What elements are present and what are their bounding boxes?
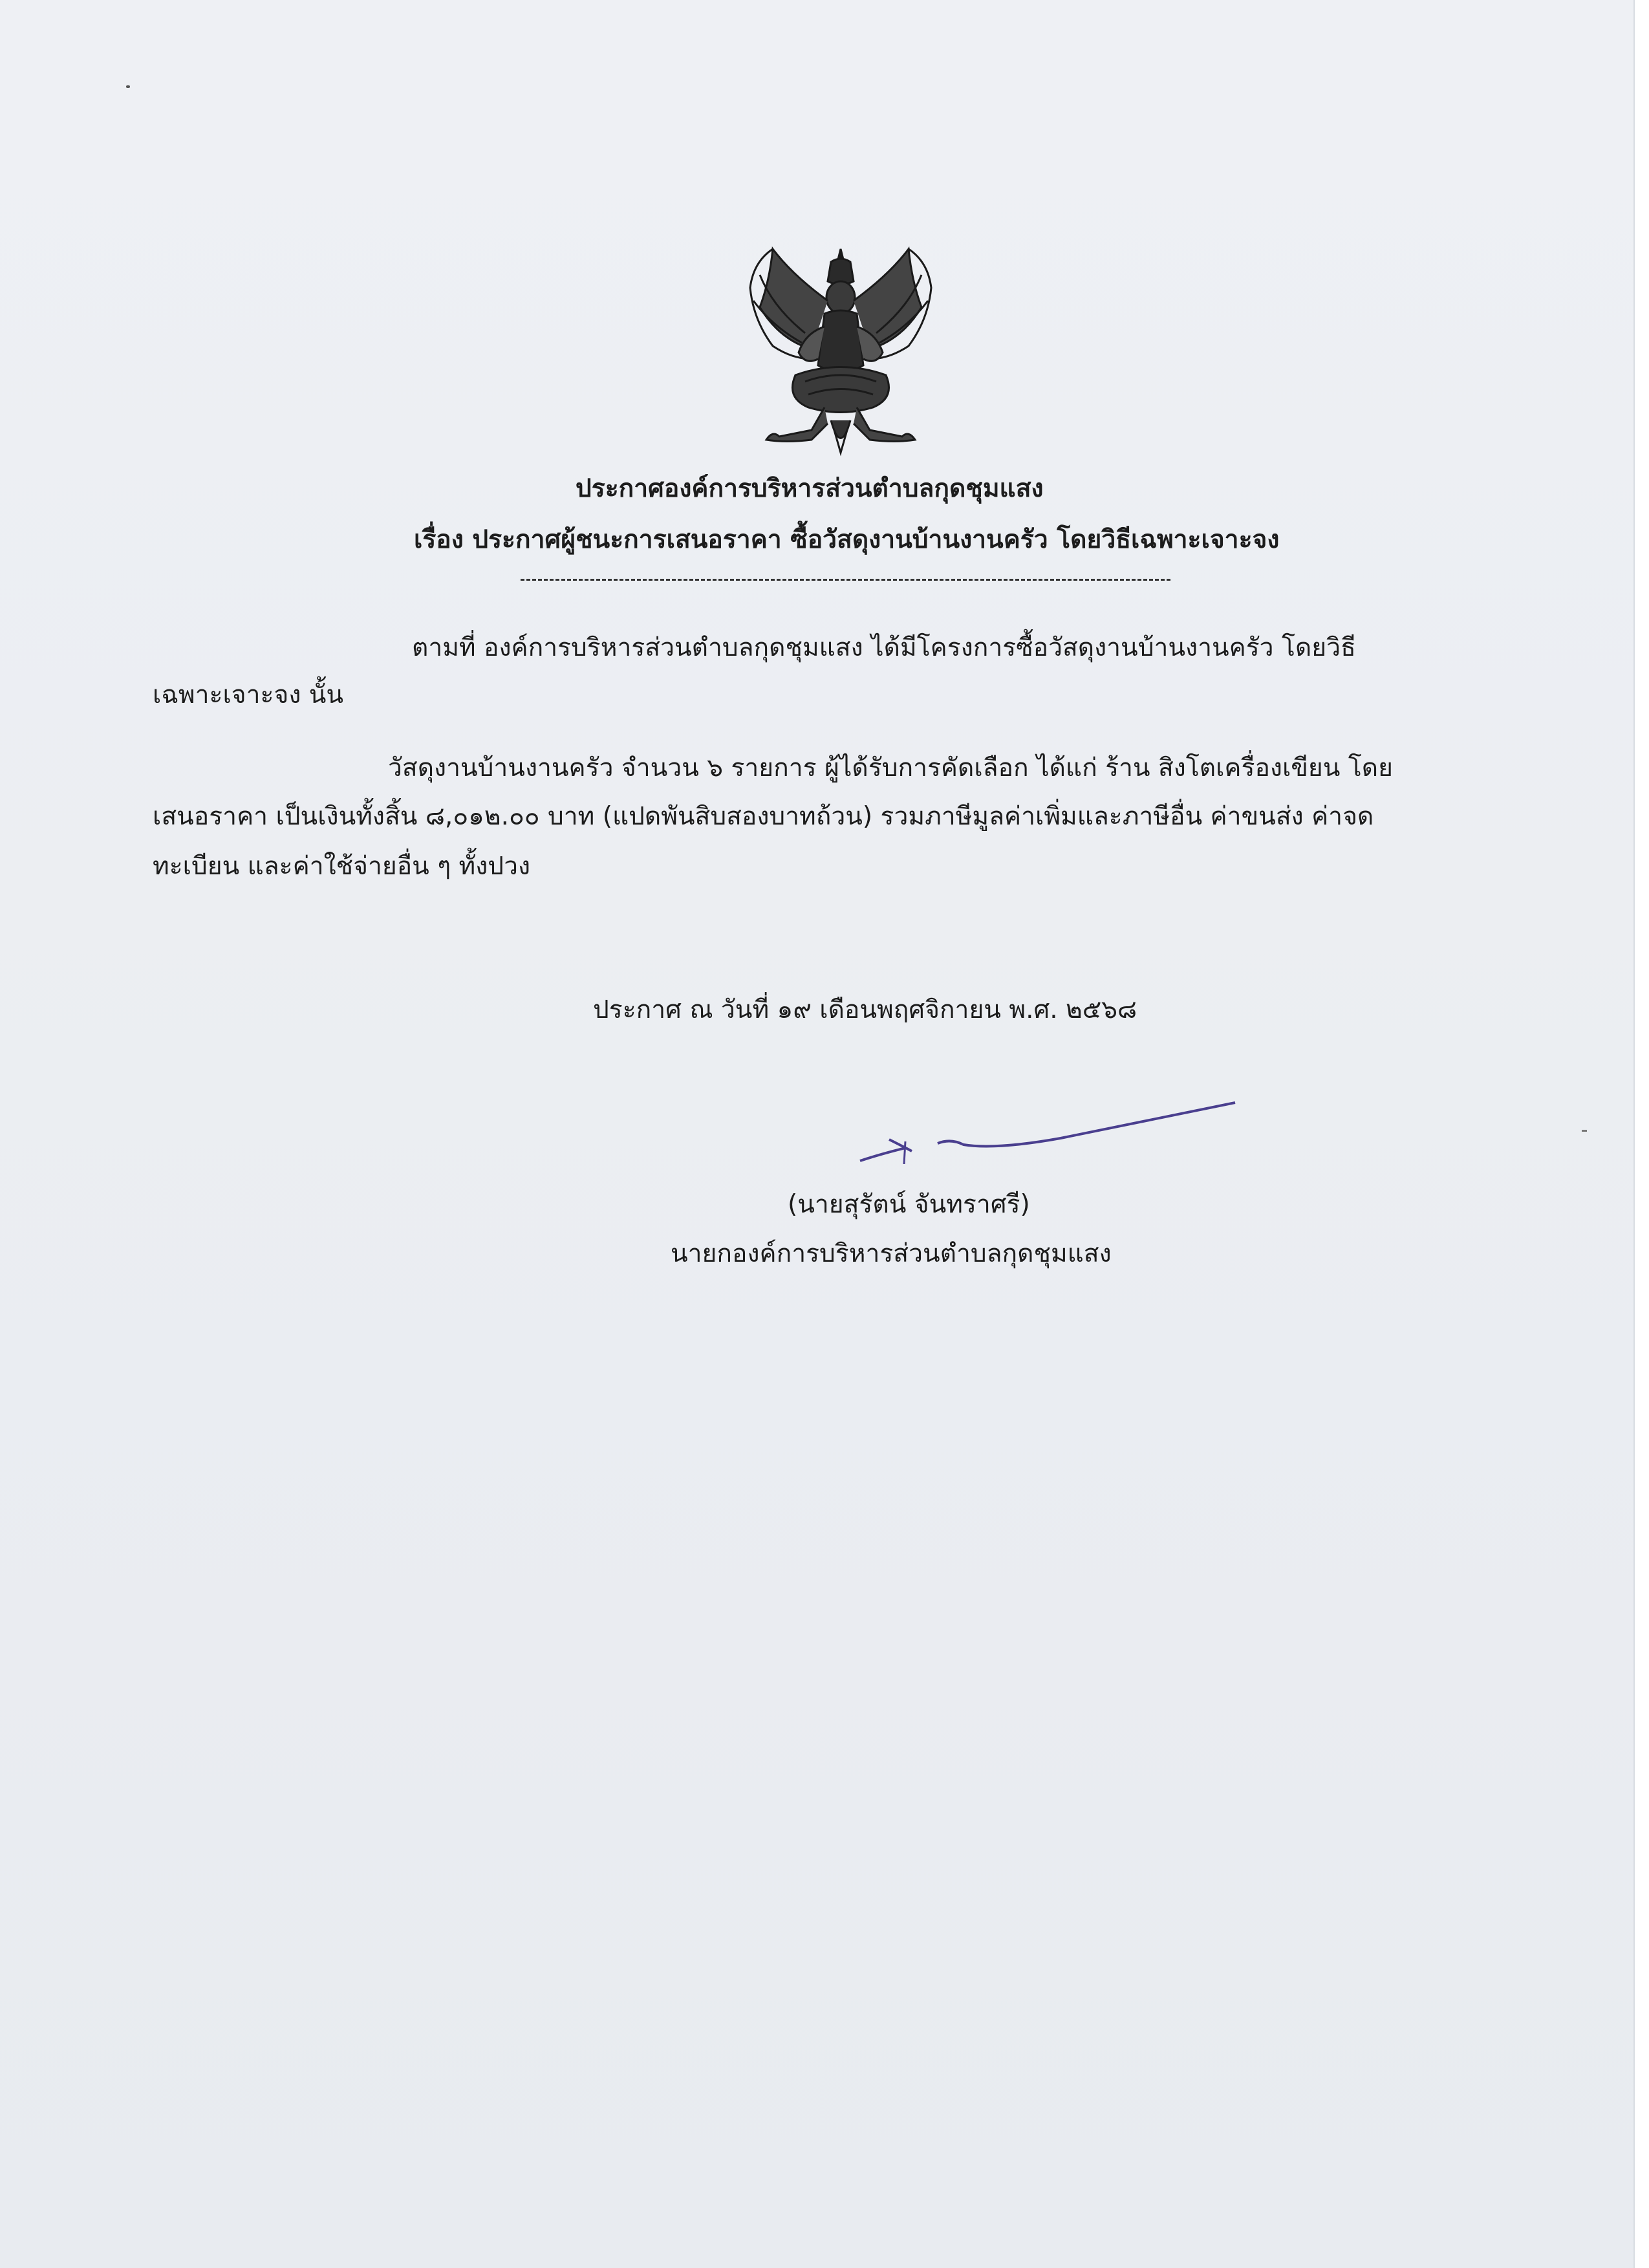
paragraph-2-line-3: ทะเบียน และค่าใช้จ่ายอื่น ๆ ทั้งปวง — [153, 852, 531, 881]
paragraph-1-line-1: ตามที่ องค์การบริหารส่วนตำบลกุดชุมแสง ได้มีโครงการซื้อวัสดุงานบ้านงานครัว โดยวิธี — [412, 633, 1356, 662]
announcement-date: ประกาศ ณ วันที่ ๑๙ เดือนพฤศจิกายน พ.ศ. ๒๕๖๘ — [593, 995, 1137, 1024]
garuda-emblem-icon — [734, 236, 947, 462]
document-subject: เรื่อง ประกาศผู้ชนะการเสนอราคา ซื้อวัสดุงานบ้านงานครัว โดยวิธีเฉพาะเจาะจง — [414, 525, 1280, 554]
paragraph-2-line-2: เสนอราคา เป็นเงินทั้งสิ้น ๘,๐๑๒.๐๐ บาท (แปดพันสิบสองบาทถ้วน) รวมภาษีมูลค่าเพิ่มและภาษีอื่น ค่าขนส่ง ค่าจด — [153, 802, 1374, 831]
paragraph-1-line-2: เฉพาะเจาะจง นั้น — [153, 680, 344, 709]
signer-name: (นายสุรัตน์ จันทราศรี) — [788, 1190, 1030, 1219]
scan-speck — [126, 85, 130, 88]
separator-line — [521, 579, 1170, 581]
handwritten-signature — [854, 1086, 1242, 1164]
paragraph-2-line-1: วัสดุงานบ้านงานครัว จำนวน ๖ รายการ ผู้ได้รับการคัดเลือก ได้แก่ ร้าน สิงโตเครื่องเขียน โดย — [388, 753, 1393, 783]
scan-speck — [1582, 1130, 1587, 1132]
page-edge — [1633, 0, 1649, 2268]
signer-position: นายกองค์การบริหารส่วนตำบลกุดชุมแสง — [671, 1239, 1112, 1268]
document-title: ประกาศองค์การบริหารส่วนตำบลกุดชุมแสง — [576, 474, 1044, 503]
